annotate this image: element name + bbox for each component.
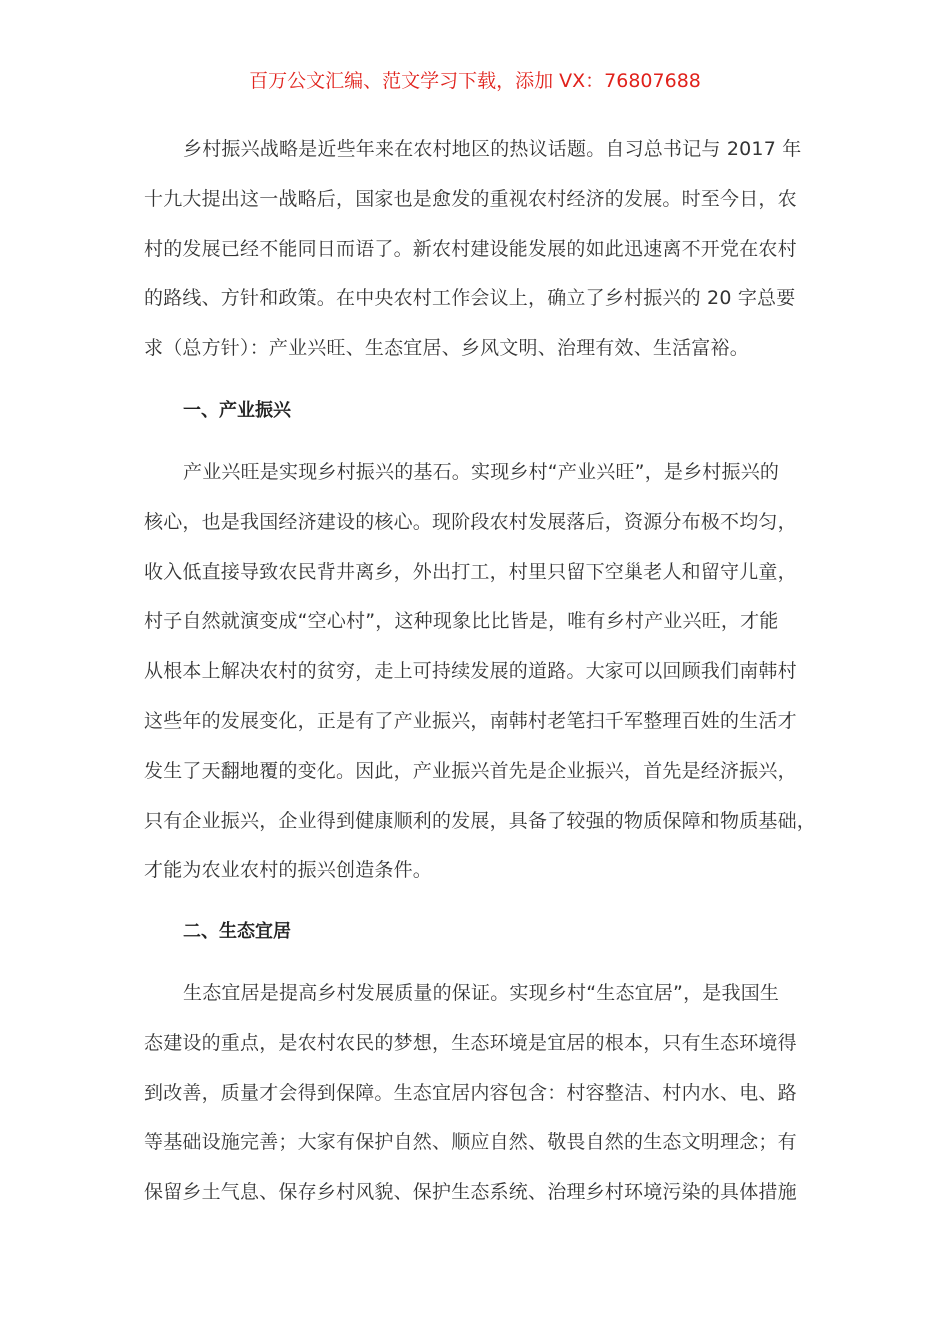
text-line: 等基础设施完善；大家有保护自然、顺应自然、敬畏自然的生态文明理念；有 bbox=[144, 1131, 797, 1154]
promo-banner: 百万公文汇编、范文学习下载，添加 VX：76807688 bbox=[249, 70, 701, 92]
text-line: 才能为农业农村的振兴创造条件。 bbox=[144, 859, 433, 882]
text-line: 村子自然就演变成“空心村”，这种现象比比皆是，唯有乡村产业兴旺，才能 bbox=[144, 610, 779, 633]
paragraph-ecology bbox=[144, 969, 824, 1218]
text-line: 十九大提出这一战略后，国家也是愈发的重视农村经济的发展。时至今日，农 bbox=[144, 187, 797, 210]
text-line: 保留乡土气息、保存乡村风貌、保护生态系统、治理乡村环境污染的具体措施 bbox=[144, 1181, 797, 1204]
text-line: 生态宜居是提高乡村发展质量的保证。实现乡村“生态宜居”，是我国生 bbox=[183, 982, 780, 1004]
text-line: 求（总方针）：产业兴旺、生态宜居、乡风文明、治理有效、生活富裕。 bbox=[144, 337, 749, 360]
paragraph-industry bbox=[144, 448, 824, 896]
section-heading-ecology: 二、生态宜居 bbox=[183, 921, 291, 942]
text-line: 乡村振兴战略是近些年来在农村地区的热议话题。自习总书记与 2017 年 bbox=[183, 138, 802, 160]
text-line: 核心，也是我国经济建设的核心。现阶段农村发展落后，资源分布极不均匀， bbox=[144, 510, 797, 533]
text-line: 态建设的重点，是农村农民的梦想，生态环境是宜居的根本，只有生态环境得 bbox=[144, 1031, 797, 1054]
text-line: 从根本上解决农村的贫穷，走上可持续发展的道路。大家可以回顾我们南韩村 bbox=[144, 660, 797, 683]
text-line: 到改善，质量才会得到保障。生态宜居内容包含：村容整洁、村内水、电、路 bbox=[144, 1081, 797, 1104]
text-line: 的路线、方针和政策。在中央农村工作会议上，确立了乡村振兴的 20 字总要 bbox=[144, 287, 796, 310]
text-line: 产业兴旺是实现乡村振兴的基石。实现乡村“产业兴旺”，是乡村振兴的 bbox=[183, 461, 780, 483]
text-line: 只有企业振兴，企业得到健康顺利的发展，具备了较强的物质保障和物质基础， bbox=[144, 809, 817, 832]
paragraph-intro bbox=[144, 125, 824, 374]
text-line: 这些年的发展变化，正是有了产业振兴，南韩村老笔扫千军整理百姓的生活才 bbox=[144, 709, 797, 732]
section-heading-industry: 一、产业振兴 bbox=[183, 400, 291, 421]
text-line: 村的发展已经不能同日而语了。新农村建设能发展的如此迅速离不开党在农村 bbox=[144, 237, 797, 260]
text-line: 收入低直接导致农民背井离乡，外出打工，村里只留下空巢老人和留守儿童， bbox=[144, 560, 797, 583]
text-line: 发生了天翻地覆的变化。因此，产业振兴首先是企业振兴，首先是经济振兴， bbox=[144, 759, 797, 782]
